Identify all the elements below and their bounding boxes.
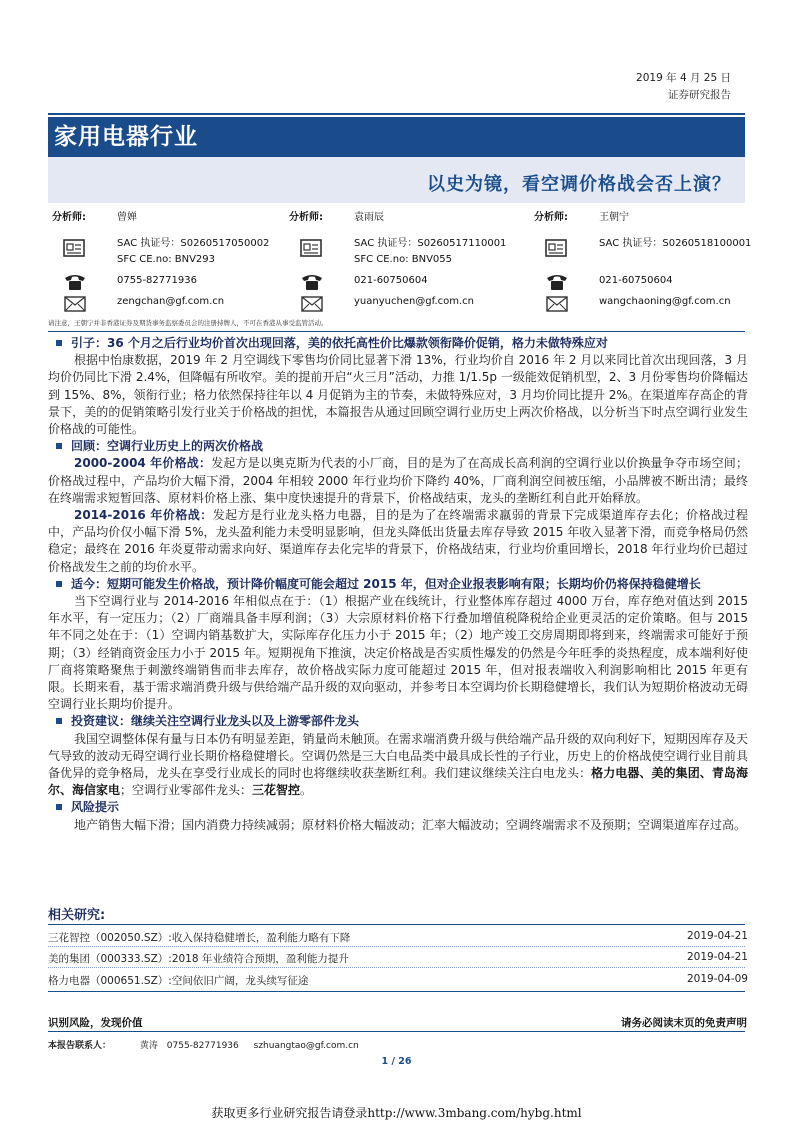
bullet-square-icon — [56, 718, 62, 724]
analyst-email[interactable]: zengchan@gf.com.cn — [117, 296, 225, 307]
war2-label: 2014-2016 年价格战： — [74, 508, 213, 523]
report-header — [636, 70, 731, 104]
section-rule — [48, 331, 745, 332]
contact-name: 黄涛 — [139, 1041, 158, 1051]
related-item-date: 2019-04-09 — [686, 973, 748, 985]
risk-paragraph: 地产销售大幅下滑；国内消费力持续减弱；原材料价格大幅波动；汇率大幅波动；空调终端需求不及预期；空调渠道库存过高。 — [74, 817, 747, 832]
registration-note: 请注意，王朝宁并非香港证券及期货事务监察委员会的注册持牌人，不可在香港从事受监管活动。 — [48, 319, 328, 327]
report-date: 2019 年 4 月 25 日 — [636, 72, 731, 84]
analyst-sac: SAC 执证号：S0260518100001 — [599, 238, 752, 249]
contact-email[interactable]: szhuangtao@gf.com.cn — [253, 1041, 359, 1051]
phone-icon — [299, 272, 325, 292]
contact-label: 本报告联系人： — [48, 1041, 112, 1051]
analyst-phone: 0755-82771936 — [117, 275, 197, 286]
related-item-title[interactable]: 格力电器（000651.SZ）:空间依旧广阔，龙头续写征途 — [48, 975, 309, 987]
page-number: 1 / 26 — [381, 1056, 412, 1067]
email-icon — [544, 294, 570, 314]
war1-paragraph — [48, 455, 748, 507]
bullet-square-icon — [56, 581, 62, 587]
intro-paragraph: 根据中怡康数据，2019 年 2 月空调线下零售均价同比显著下滑 13%，行业均价自 2016 年 2 月以来同比首次出现回落，3 月均价仍同比下滑 2.4%，但降幅有所收窄。美的提前开启“火三月”活动，力推 1/1.5p 一级能效促销机型，2、3 月份零售均价降幅达到 15%、8%，领衔行业；格力依然保持往年以 4 月促销为主的节奏，未做特殊应对，3 月均价同比提升 2%。在渠道库存高企的背景下，美的的促销策略引发行业关于价格战的担忧，本篇报告从通过回顾空调行业历史上两次价格战，以分析当下时点空调行业发生价格战的可能性。 — [48, 353, 748, 437]
related-research-title: 相关研究: — [48, 908, 106, 923]
war2-text: 发起方是行业龙头格力电器，目的是为了在终端需求羸弱的背景下完成渠道库存去化；价格战过程中，产品均价仅小幅下滑 5%，龙头盈利能力未受明显影响，但龙头降低出货量去库存导致 2015 年收入显著下滑，而竞争格局仍然稳定；最终在 2016 年炎夏带动需求向好、渠道库存去化完毕的背景下，价格战结束，行业均价重回增长，2018 年行业均价已超过价格战发生之前的均价水平。 — [48, 508, 748, 574]
analyst-sac: SAC 执证号：S0260517050002 — [117, 238, 270, 249]
bullet-square-icon — [56, 340, 62, 346]
id-card-icon — [299, 238, 325, 258]
related-divider — [48, 967, 745, 968]
analyst-sfc: SFC CE.no: BNV293 — [117, 254, 216, 265]
related-item-date: 2019-04-21 — [686, 930, 748, 942]
bullet-square-icon — [56, 804, 62, 810]
email-icon — [62, 294, 88, 314]
related-rule-bottom — [48, 991, 745, 992]
footer-disclaimer[interactable]: 请务必阅读末页的免责声明 — [621, 1017, 747, 1029]
related-divider — [48, 946, 745, 947]
report-type: 证券研究报告 — [668, 89, 731, 101]
analyst-email[interactable]: yuanyuchen@gf.com.cn — [354, 296, 474, 307]
analyst-role: 分析师: — [289, 212, 323, 223]
id-card-icon — [62, 238, 88, 258]
related-item[interactable] — [48, 951, 748, 971]
analyst-name: 袁雨辰 — [354, 212, 384, 223]
analyst-sfc: SFC CE.no: BNV055 — [354, 254, 453, 265]
phone-icon — [544, 272, 570, 292]
download-link[interactable]: 获取更多行业研究报告请登录http://www.3mbang.com/hybg.html — [211, 1106, 582, 1120]
footer-rule — [48, 1031, 745, 1032]
footer-slogan: 识别风险，发现价值 — [48, 1017, 143, 1029]
phone-icon — [62, 272, 88, 292]
related-item-date: 2019-04-21 — [686, 951, 748, 963]
report-body — [48, 335, 748, 834]
bullet-square-icon — [56, 443, 62, 449]
invest-paragraph: 我国空调整体保有量与日本仍有明显差距，销量尚未触顶。在需求端消费升级与供给端产品升级的双向利好下，短期因库存及天气导致的波动无碍空调行业长期价格稳健增长。空调仍然是三大白电品类中最具成长性的子行业，历史上的价格战使空调行业目前具备优异的竞争格局，龙头在享受行业成长的同时也将继续收获垄断红利。我们建议继续关注白电龙头：格力电器、美的集团、青岛海尔、海信家电；空调行业零部件龙头：三花智控。 — [48, 731, 748, 798]
header-rule — [48, 113, 745, 115]
invest-picks-parts: 三花智控 — [252, 783, 301, 798]
related-item[interactable] — [48, 973, 748, 993]
related-rule — [48, 924, 745, 925]
analyst-phone: 021-60750604 — [354, 275, 428, 286]
analyst-role: 分析师: — [534, 212, 568, 223]
related-item-title[interactable]: 三花智控（002050.SZ）:收入保持稳健增长，盈利能力略有下降 — [48, 932, 351, 944]
related-item-title[interactable]: 美的集团（000333.SZ）:2018 年业绩符合预期，盈利能力提升 — [48, 953, 349, 965]
id-card-icon — [544, 238, 570, 258]
now-paragraph: 当下空调行业与 2014-2016 年相似点在于：（1）根据产业在线统计，行业整体库存超过 4000 万台，库存绝对值达到 2015 年水平，有一定压力；（2）厂商端具备丰厚利润；（3）大宗原材料价格下行叠加增值税降税给企业更灵活的定价策略。但与 2015 年不同之处在于：（1）空调内销基数扩大，实际库存化压力小于 2015 年；（2）地产竣工交房周期即将到来，终端需求可能好于预期；（3）经销商资金压力小于 2015 年。短期视角下推演，决定价格战是否实质性爆发的仍然是今年旺季的炎热程度，成本端利好使厂商将策略聚焦于刺激终端销售而非去库存，故价格战实际力度可能超过 2015 年，但对报表端收入利润影响相比 2015 年更有限。长期来看，基于需求端消费升级与供给端产品升级的双向驱动，并参考日本空调均价长期稳健增长，我们认为短期价格波动无碍空调行业长期均价提升。 — [48, 594, 748, 712]
analyst-email[interactable]: wangchaoning@gf.com.cn — [599, 296, 731, 307]
analyst-name: 曾婵 — [117, 212, 137, 223]
email-icon — [299, 294, 325, 314]
related-item[interactable] — [48, 930, 748, 950]
footer-contact — [48, 1038, 359, 1051]
intro-heading: 引子：36 个月之后行业均价首次出现回落，美的依托高性价比爆款领衔降价促销，格力未做特殊应对 — [48, 335, 748, 352]
industry-banner: 家用电器行业 — [48, 117, 745, 157]
analyst-sac: SAC 执证号：S0260517110001 — [354, 238, 507, 249]
war1-label: 2000-2004 年价格战： — [74, 456, 212, 471]
analyst-phone: 021-60750604 — [599, 275, 673, 286]
now-heading: 适今：短期可能发生价格战，预计降价幅度可能会超过 2015 年，但对企业报表影响有限；长期均价仍将保持稳健增长 — [48, 576, 748, 593]
invest-heading: 投资建议：继续关注空调行业龙头以及上游零部件龙头 — [48, 713, 748, 730]
war2-paragraph — [48, 507, 748, 576]
invest-picks: 格力电器、美的集团、青岛海尔、海信家电 — [48, 766, 748, 798]
report-title: 以史为镜，看空调价格战会否上演？ — [427, 174, 731, 195]
review-heading: 回顾：空调行业历史上的两次价格战 — [48, 438, 748, 455]
risk-heading: 风险提示 — [48, 799, 748, 816]
war1-text: 发起方是以奥克斯为代表的小厂商，目的是为了在高成长高利润的空调行业以价换量争夺市场空间；价格战过程中，产品均价大幅下滑，2004 年相较 2000 年行业均价下降约 40%，厂商利润空间被压缩，小品牌被不断出清；最终在终端需求短暂回落、原材料价格上涨、集中度快速提升的背景下，价格战结束，龙头的垄断红利自此开始释放。 — [48, 456, 748, 505]
analyst-role: 分析师: — [52, 212, 86, 223]
contact-phone: 0755-82771936 — [166, 1041, 239, 1051]
analyst-name: 王朝宁 — [599, 212, 629, 223]
